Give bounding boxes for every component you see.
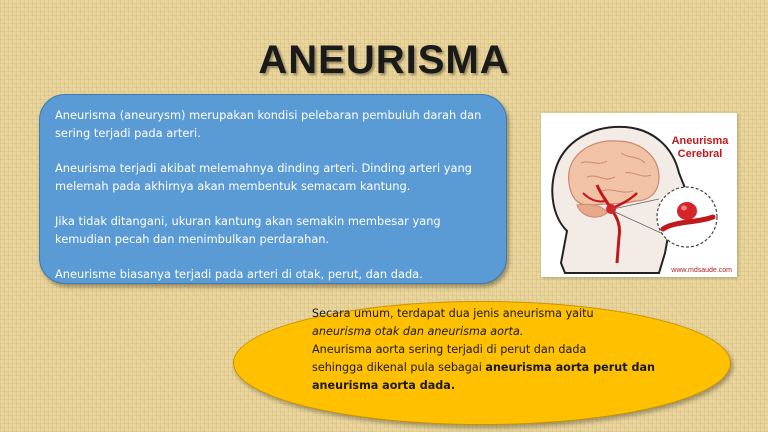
paragraph-cause: Aneurisma terjadi akibat melemahnya dinding arteri. Dinding arteri yang melemah pada akhirnya akan membentuk semacam kantung. — [55, 161, 472, 193]
callout-line-5 — [312, 377, 692, 395]
figure-label-line1: Aneurisma — [671, 135, 729, 147]
callout-line-3: Aneurisma aorta sering terjadi di perut dan dada — [312, 343, 587, 356]
brain-aneurysm-illustration — [541, 113, 737, 277]
paragraph-locations: Aneurisme biasanya terjadi pada arteri di otak, perut, dan dada. — [55, 267, 423, 281]
paragraph-consequence: Jika tidak ditangani, ukuran kantung akan semakin membesar yang kemudian pecah dan menimbulkan perdarahan. — [55, 214, 441, 246]
callout-line-4-bold: aneurisma aorta perut dan — [485, 361, 655, 374]
figure-label — [665, 135, 735, 161]
callout-line-5-bold: aneurisma aorta dada. — [312, 379, 456, 392]
callout-line-1: Secara umum, terdapat dua jenis aneurisma yaitu — [312, 307, 594, 320]
figure-label-line2: Cerebral — [677, 148, 723, 160]
types-callout-text — [312, 305, 692, 395]
definition-box — [39, 94, 507, 284]
paragraph-definition: Aneurisma (aneurysm) merupakan kondisi pelebaran pembuluh darah dan sering terjadi pada arteri. — [55, 108, 482, 140]
callout-line-2: aneurisma otak dan aneurisma aorta. — [312, 325, 524, 338]
figure-watermark: www.mdsaude.com — [671, 267, 732, 274]
slide-title: ANEURISMA — [258, 38, 510, 82]
callout-line-4 — [312, 359, 692, 377]
callout-line-4-plain: sehingga dikenal pula sebagai — [312, 361, 486, 374]
